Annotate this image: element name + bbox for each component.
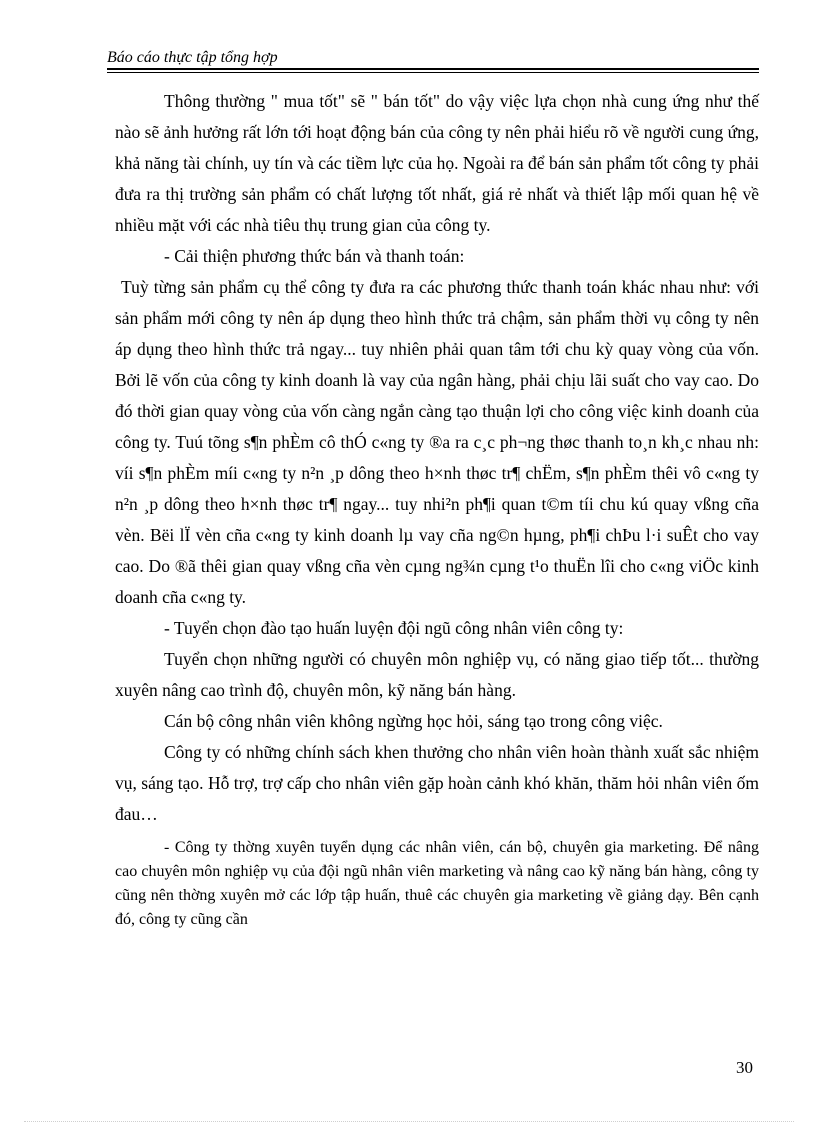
- page-header: [107, 48, 759, 68]
- paragraph-learning: Cán bộ công nhân viên không ngừng học hỏi, sáng tạo trong công việc.: [164, 711, 663, 731]
- paragraph-supplier: Thông thường " mua tốt" sẽ " bán tốt" do vậy việc lựa chọn nhà cung ứng như thế nào sẽ ảnh hưởng rất lớn tới hoạt động bán của công ty nên phải hiểu rõ về người cung ứng, khả năng tài chính, uy tín và các tiềm lực của họ. Ngoài ra để bán sản phẩm tốt công ty phải đưa ra thị trường sản phẩm có chất lượng tốt nhất, giá rẻ nhất và thiết lập mối quan hệ về nhiều mặt với các nhà tiêu thụ trung gian của công ty.: [115, 91, 759, 235]
- paragraph-marketing: - Công ty thờng xuyên tuyển dụng các nhân viên, cán bộ, chuyên gia marketing. Để nâng cao chuyên môn nghiệp vụ của đội ngũ nhân viên marketing và nâng cao kỹ năng bán hàng, công ty cũng nên thờng xuyên mở các lớp tập huấn, thuê các chuyên gia marketing về giảng dạy. Bên cạnh đó, công ty cũng cần: [115, 839, 759, 928]
- page-bottom-divider: [24, 1121, 794, 1122]
- paragraph-rewards: Công ty có những chính sách khen thưởng cho nhân viên hoàn thành xuất sắc nhiệm vụ, sáng tạo. Hỗ trợ, trợ cấp cho nhân viên gặp hoàn cảnh khó khăn, thăm hỏi nhân viên ốm đau…: [115, 742, 759, 824]
- header-rule-thick: [107, 68, 759, 70]
- header-rule-thin: [107, 72, 759, 73]
- document-body: [115, 86, 759, 932]
- paragraph-recruitment: Tuyển chọn những người có chuyên môn nghiệp vụ, có năng giao tiếp tốt... thường xuyên nâng cao trình độ, chuyên môn, kỹ năng bán hàng.: [115, 649, 759, 700]
- header-title: Báo cáo thực tập tổng hợp: [107, 49, 278, 66]
- paragraph-heading-training: - Tuyển chọn đào tạo huấn luyện đội ngũ công nhân viên công ty:: [164, 618, 624, 638]
- paragraph-payment-methods: Tuỳ từng sản phẩm cụ thể công ty đưa ra các phương thức thanh toán khác nhau như: với sản phẩm mới công ty nên áp dụng theo hình thức trả chậm, sản phẩm thời vụ công ty nên áp dụng theo hình thức trả ngay... tuy nhiên phải quan tâm tới chu kỳ quay vòng của vốn. Bởi lẽ vốn của công ty kinh doanh là vay của ngân hàng, phải chịu lãi suất cho vay cao. Do đó thời gian quay vòng của vốn càng ngắn càng tạo thuận lợi cho công việc kinh doanh của công ty. Tuú tõng s¶n phÈm cô thÓ c«ng ty ®a ra c¸c ph¬ng thøc thanh to¸n kh¸c nhau nh: víi s¶n phÈm míi c«ng ty n²n ¸p dông theo h×nh thøc tr¶ chËm, s¶n phÈm thêi vô c«ng ty n²n ¸p dông theo h×nh thøc tr¶ ngay... tuy nhi²n ph¶i quan t©m tíi chu kú quay vßng cña vèn. Bëi lÏ vèn cña c«ng ty kinh doanh lµ vay cña ng©n hµng, ph¶i chÞu l·i suÊt cho vay cao. Do ®ã thêi gian quay vßng cña vèn cµng ng¾n cµng t¹o thuËn lîi cho c«ng viÖc kinh doanh cña c«ng ty.: [115, 277, 759, 607]
- paragraph-heading-payment: - Cải thiện phương thức bán và thanh toán:: [164, 246, 465, 266]
- page-number: 30: [736, 1058, 753, 1077]
